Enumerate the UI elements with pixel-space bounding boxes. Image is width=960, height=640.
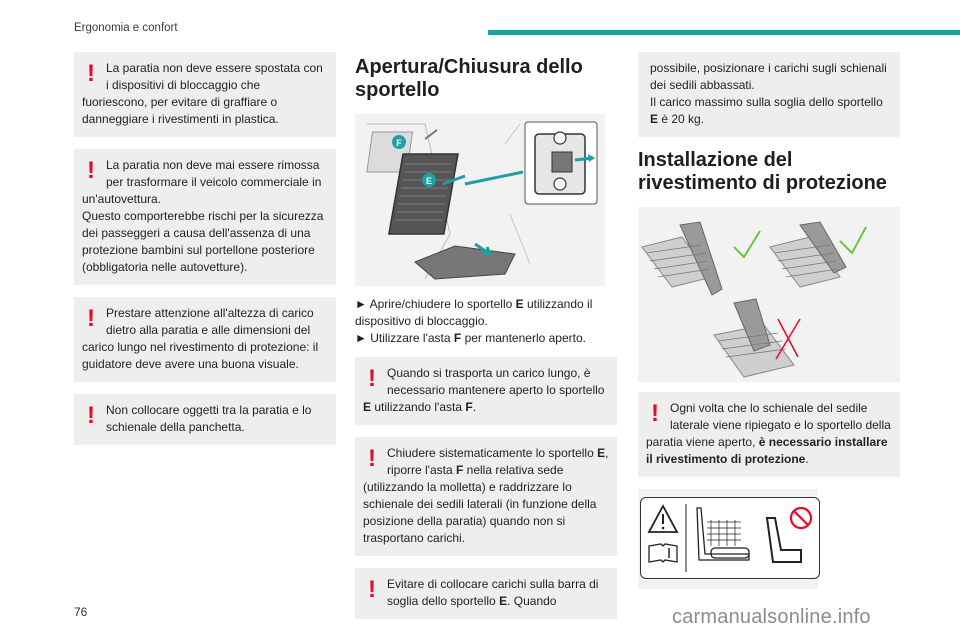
section-heading: Apertura/Chiusura dello sportello	[355, 56, 583, 101]
warning-box	[638, 392, 900, 477]
warning-exclamation-icon: !	[87, 305, 95, 332]
label-f: F	[396, 138, 402, 148]
pictogram-box	[638, 489, 818, 589]
warning-exclamation-icon: !	[368, 444, 376, 472]
middle-column	[355, 52, 617, 631]
protective-cover-illustration	[638, 207, 900, 382]
instruction-list	[355, 296, 617, 347]
no-seat-icon	[767, 508, 811, 562]
instruction-text: Aprire/chiudere lo sportello	[369, 297, 516, 311]
warning-text: Prestare attenzione all'altezza di carico dietro alla paratia e alle dimensioni del carico lungo nel rivestimento di protezione: il guidatore deve avere una buona visuale.	[82, 306, 319, 371]
pictogram-card	[640, 497, 820, 579]
warning-text: Questo comporterebbe rischi per la sicurezza dei passeggeri a causa dell'assenza di una protezione bambini sul portellone posteriore (obbligatoria nelle autovetture).	[82, 209, 324, 274]
instruction-text: utilizzando il dispositivo di bloccaggio.	[355, 297, 593, 328]
page-number: 76	[74, 605, 88, 619]
instruction-text: per mantenerlo aperto.	[461, 331, 586, 345]
warning-text: Non collocare oggetti tra la paratia e lo schienale della panchetta.	[106, 403, 312, 434]
protective-cover-icon	[697, 508, 749, 560]
bullet-arrow-icon: ►	[355, 297, 367, 311]
warning-exclamation-icon: !	[368, 364, 376, 392]
warning-exclamation-icon: !	[87, 157, 95, 184]
instruction-item	[355, 296, 617, 329]
warning-text: La paratia non deve essere spostata con i dispositivi di bloccaggio che fuoriescono, per evitare di graffiare o danneggiare i rivestimenti in plastica.	[82, 61, 323, 126]
instruction-bold: E	[515, 297, 524, 311]
warning-exclamation-icon: !	[87, 60, 95, 87]
warning-text: Chiudere sistematicamente lo sportello E, riporre l'asta F nella relativa sede (utilizzando la molletta) e raddrizzare lo schienale dei sedili laterali (in funzione della posizione della paratia) quando non si trasportano carichi.	[363, 445, 609, 545]
warning-box	[355, 437, 617, 556]
warning-exclamation-icon: !	[651, 400, 659, 427]
warning-box	[355, 568, 617, 619]
warning-text: Evitare di collocare carichi sulla barra di soglia dello sportello E. Quando	[387, 576, 599, 608]
instruction-text: Utilizzare l'asta	[370, 331, 454, 345]
warning-box	[74, 52, 336, 137]
warning-box-continued	[638, 52, 900, 137]
section-title: Ergonomia e confort	[74, 22, 178, 34]
warning-text: Ogni volta che lo schienale del sedile laterale viene ripiegato e lo sportello della paratia viene aperto, è necessario installare il rivestimento di protezione.	[646, 401, 891, 466]
manual-info-icon	[649, 544, 677, 562]
warning-text: Quando si trasporta un carico lungo, è necessario mantenere aperto lo sportello E utilizzando l'asta F.	[363, 365, 605, 414]
cover-diagram-svg	[638, 207, 900, 382]
warning-text: Il carico massimo sulla soglia dello sportello E è 20 kg.	[650, 95, 883, 126]
instruction-item	[355, 330, 617, 347]
hatch-diagram-svg	[355, 114, 605, 286]
warning-box	[74, 297, 336, 382]
instruction-bold: F	[453, 331, 462, 345]
right-column	[638, 52, 900, 599]
warning-box	[74, 149, 336, 285]
header-accent-bar	[488, 30, 960, 35]
left-column	[74, 52, 336, 457]
warning-box	[74, 394, 336, 445]
bullet-arrow-icon: ►	[355, 331, 367, 345]
label-e: E	[425, 176, 433, 186]
warning-triangle-icon	[649, 506, 677, 532]
section-heading: Installazione del rivestimento di protezione	[638, 149, 887, 194]
warning-text: La paratia non deve mai essere rimossa per trasformare il veicolo commerciale in un'autovettura.	[82, 158, 322, 206]
warning-box	[355, 357, 617, 425]
warning-exclamation-icon: !	[87, 402, 95, 429]
warning-exclamation-icon: !	[368, 575, 376, 603]
warning-text: possibile, posizionare i carichi sugli schienali dei sedili abbassati.	[650, 61, 887, 92]
hatch-illustration	[355, 114, 605, 286]
pictogram-svg	[641, 498, 819, 578]
site-watermark: carmanualsonline.info	[672, 606, 871, 628]
